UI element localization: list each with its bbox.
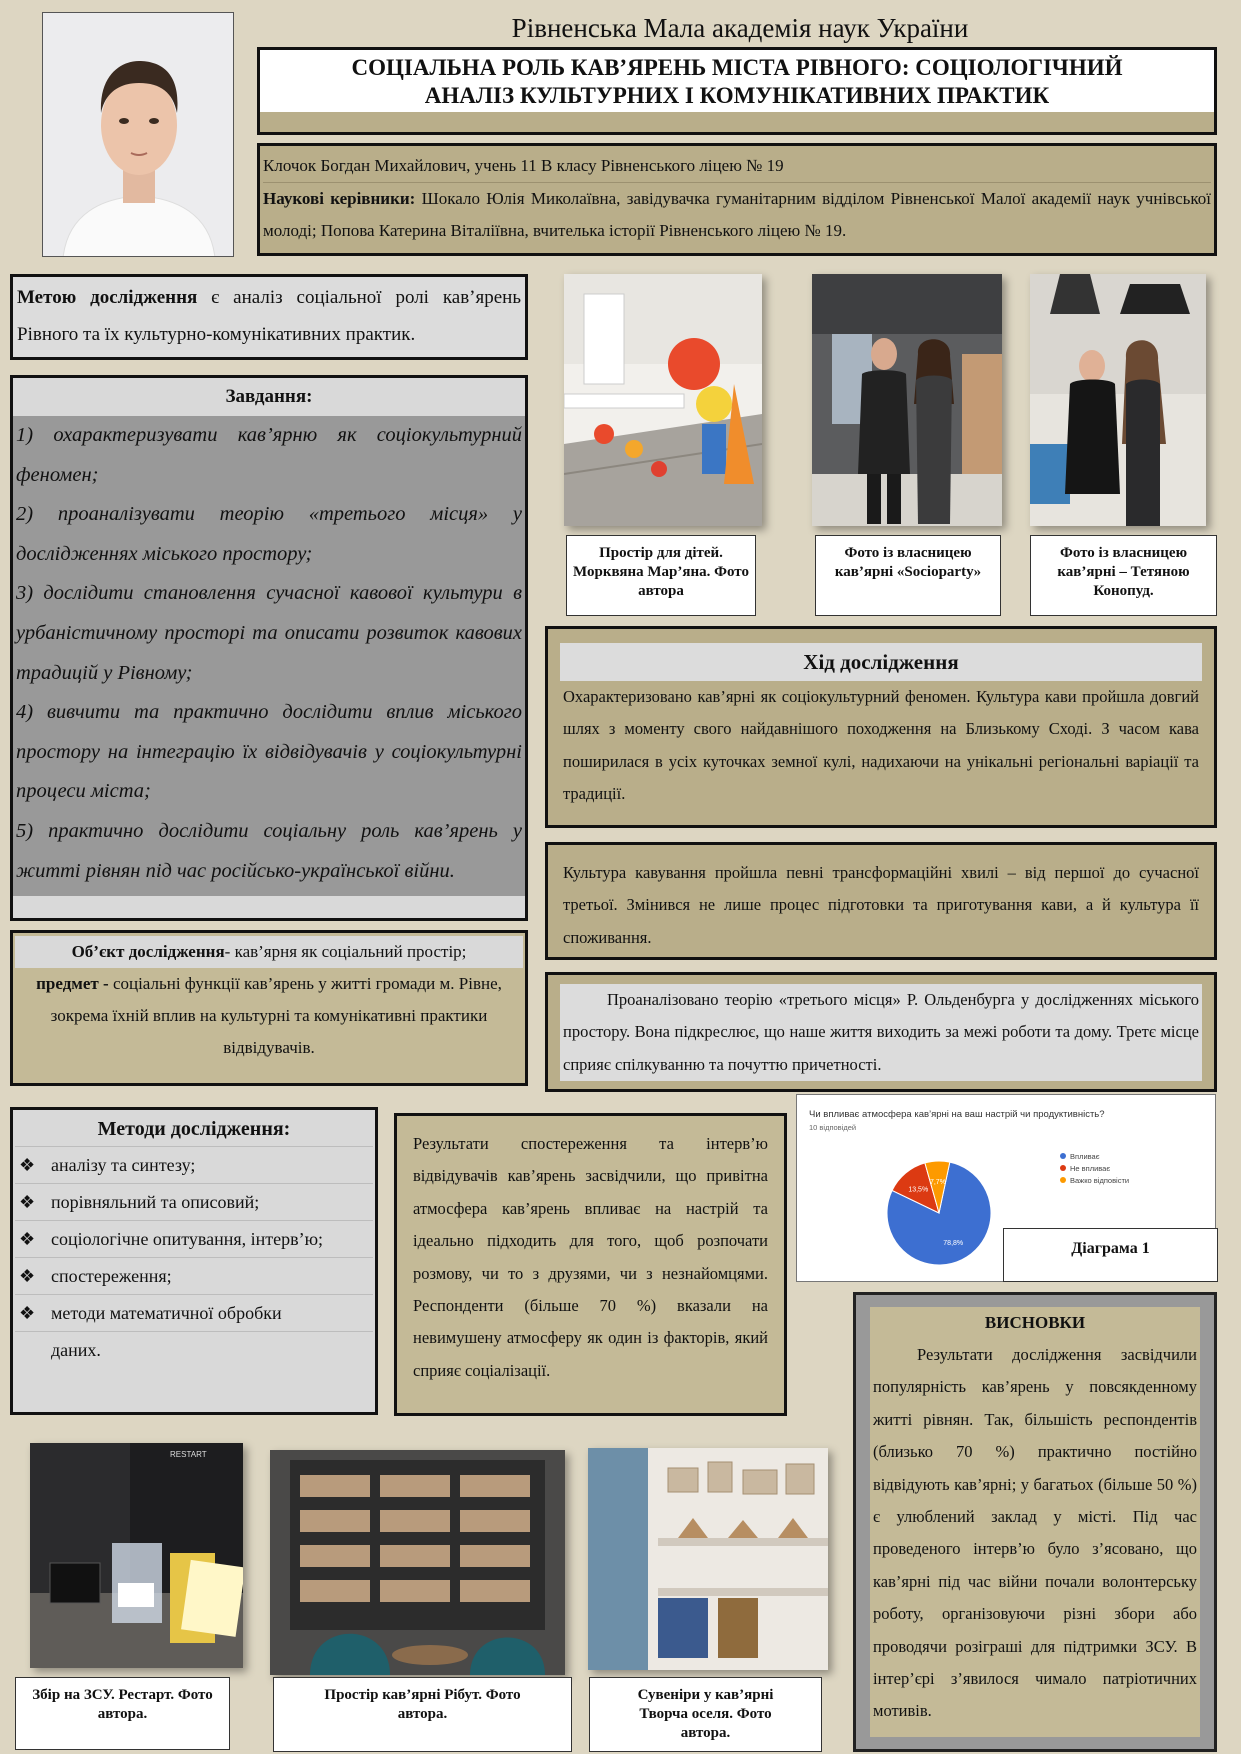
author-line: Клочок Богдан Михайлович, учень 11 В класу Рівненського ліцею № 19 [263,150,1211,183]
photo-socioparty-owner [812,274,1002,526]
chart-caption: Діаграма 1 [1003,1228,1218,1282]
diamond-bullet-icon: ❖ [19,1192,36,1212]
tasks-list [13,416,525,891]
goal-box [10,274,528,360]
conclusions-box [853,1292,1217,1752]
photo-konopud-owner [1030,274,1206,526]
methods-list [15,1147,373,1368]
photo-ribut-interior [270,1450,565,1675]
progress-paragraph-2: Культура кавування пройшла певні трансформаційні хвилі – від першої до сучасної третьої. Змінився не лише процес підготовки та приготування кави, а й культура її споживання. [563,863,1199,947]
legend-dot-icon [1060,1153,1066,1159]
diamond-bullet-icon: ❖ [19,1155,36,1175]
title-line-2: АНАЛІЗ КУЛЬТУРНИХ І КОМУНІКАТИВНИХ ПРАКТИК [424,83,1050,108]
legend-item [1060,1150,1129,1162]
methods-title: Методи дослідження: [15,1112,373,1147]
title-stripe [260,112,1214,132]
legend-label: Не впливає [1070,1163,1111,1173]
institution-name: Рівненська Мала академія наук України [511,13,969,43]
task-item: 3) дослідити становлення сучасної кавової культури в урбаністичному просторі та описати розвиток кавових традицій у Рівному; [16,582,522,684]
tasks-box [10,375,528,921]
photo-caption: Фото із власницею кав’ярні «Socioparty» [815,535,1001,616]
chart-subtitle: 10 відповідей [809,1123,857,1132]
progress-box-3 [545,972,1217,1092]
task-item: 1) охарактеризувати кав’ярню як соціокультурний феномен; [16,424,522,486]
object-line [15,936,523,968]
method-item: ❖ аналізу та синтезу; [15,1147,373,1184]
pie-slice-label: 13,5% [908,1186,929,1194]
progress-paragraph-3: Проаналізовано теорію «третього місця» Р. Ольденбурга у дослідженнях міського простору. Вона підкреслює, що наше життя виходить за межі роботи та дому. Третє місце сприяє спілкуванню та почуттю причетності. [560,984,1202,1081]
results-box [394,1113,787,1416]
photo-restart-donation [30,1443,243,1668]
conclusions-inner [870,1307,1200,1737]
tasks-bottom-stripe [13,896,525,918]
photo-caption: Простір для дітей. Морквяна Мар’яна. Фото автора [566,535,756,616]
method-item: ❖ порівняльний та описовий; [15,1184,373,1221]
object-label: Об’єкт дослідження [71,942,225,961]
results-text: Результати спостереження та інтерв’ю відвідувачів кав’ярень засвідчили, що привітна атмосфера кав’ярень впливає на настрій та ідеально підходить для того, щоб розпочати розмову, чи то з друзями, чи з незнайомцями. Респонденти (більше 70 %) вказали на невимушену атмосферу як один із факторів, який сприяє соціалізації. [413,1134,768,1380]
methods-box [10,1107,378,1415]
progress-title: Хід дослідження [560,643,1202,681]
method-item: ❖ методи математичної обробки [15,1295,373,1332]
legend-dot-icon [1060,1177,1066,1183]
photo-caption: Сувеніри у кав’ярні Творча оселя. Фото автора. [589,1677,822,1752]
poster-title [257,47,1217,135]
conclusions-title: ВИСНОВКИ [984,1313,1086,1332]
supervisors-text: Шокало Юлія Миколаївна, завідувачка гуманітарним відділом Рівненської Малої академії наук учнівської молоді; Попова Катерина Віталіївна, вчителька історії Рівненського ліцею № 19. [263,189,1212,240]
conclusions-text: Результати дослідження засвідчили популярність кав’ярень у повсякденному житті рівнян. Так, більшість респондентів (близько 70 %) практично постійно відвідують кав’ярні; у багатьох (більше 50 %) є улюблений заклад у місті. Під час проведеного інтерв’ю було з’ясовано, що кав’ярні під час війни почали волонтерську роботу, організовуючи різні збори або проводячи розіграші для підтримки ЗСУ. В інтер’єрі з’явилося чимало патріотичних мотивів. [873,1345,1197,1721]
legend-label: Впливає [1070,1151,1100,1161]
title-line-1: СОЦІАЛЬНА РОЛЬ КАВ’ЯРЕНЬ МІСТА РІВНОГО: СОЦІОЛОГІЧНИЙ [351,55,1123,80]
photo-caption: Простір кав’ярні Рібут. Фото автора. [273,1677,572,1752]
method-item: даних. [51,1340,101,1360]
object-text: - кав’ярня як соціальний простір; [224,942,467,961]
chart-title: Чи впливає атмосфера кав’ярні на ваш настрій чи продуктивність? [809,1109,1105,1120]
pie-slice-label: 78,8% [943,1239,964,1247]
task-item: 4) вивчити та практично дослідити вплив міського простору на інтеграцію їх відвідувачів у соціокультурні процеси міста; [16,701,522,803]
diamond-bullet-icon: ❖ [19,1303,36,1323]
supervisors-label: Наукові керівники: [263,189,416,208]
subject-text: соціальні функції кав’ярень у житті громади м. Рівне, зокрема їхній вплив на культурні та комунікативні практики відвідувачів. [50,974,502,1057]
photo-souvenirs [588,1448,828,1670]
chart-legend [1060,1150,1129,1186]
method-item: ❖ соціологічне опитування, інтерв’ю; [15,1221,373,1258]
progress-box-2 [545,842,1217,960]
pie-slice-label: 7,7% [929,1178,946,1186]
progress-paragraph-1: Охарактеризовано кав’ярні як соціокультурний феномен. Культура кави пройшла довгий шлях з моменту свого найдавнішого походження на Близькому Сході. З часом кава поширилася в усіх куточках земної кулі, надихаючи на унікальні регіональні варіації та традиції. [563,687,1199,804]
supervisors-line [263,183,1211,247]
subject-line [13,968,525,1064]
goal-text: є аналіз соціальної ролі кав’ярень Рівного та їх культурно-комунікативних практик. [17,287,521,345]
legend-label: Важко відповісти [1070,1175,1130,1185]
goal-label: Метою дослідження [17,287,198,308]
method-item: ❖ спостереження; [15,1258,373,1295]
author-portrait [42,12,234,257]
diamond-bullet-icon: ❖ [19,1229,36,1249]
diamond-bullet-icon: ❖ [19,1266,36,1286]
authors-box [257,143,1217,256]
legend-item [1060,1162,1129,1174]
photo-caption: Збір на ЗСУ. Рестарт. Фото автора. [15,1677,230,1750]
subject-label: предмет - [36,974,113,993]
tasks-title: Завдання: [13,378,525,416]
object-box [10,930,528,1086]
task-item: 2) проаналізувати теорію «третього місця» у дослідженнях міського простору; [16,503,522,565]
photo-caption: Фото із власницею кав’ярні – Тетяною Конопуд. [1030,535,1217,616]
legend-item [1060,1174,1129,1186]
task-item: 5) практично дослідити соціальну роль кав’ярень у житті рівнян під час російсько-української війни. [16,819,522,882]
progress-box [545,626,1217,828]
legend-dot-icon [1060,1165,1066,1171]
restart-sign: RESTART [170,1450,207,1459]
photo-kids-space [564,274,762,526]
